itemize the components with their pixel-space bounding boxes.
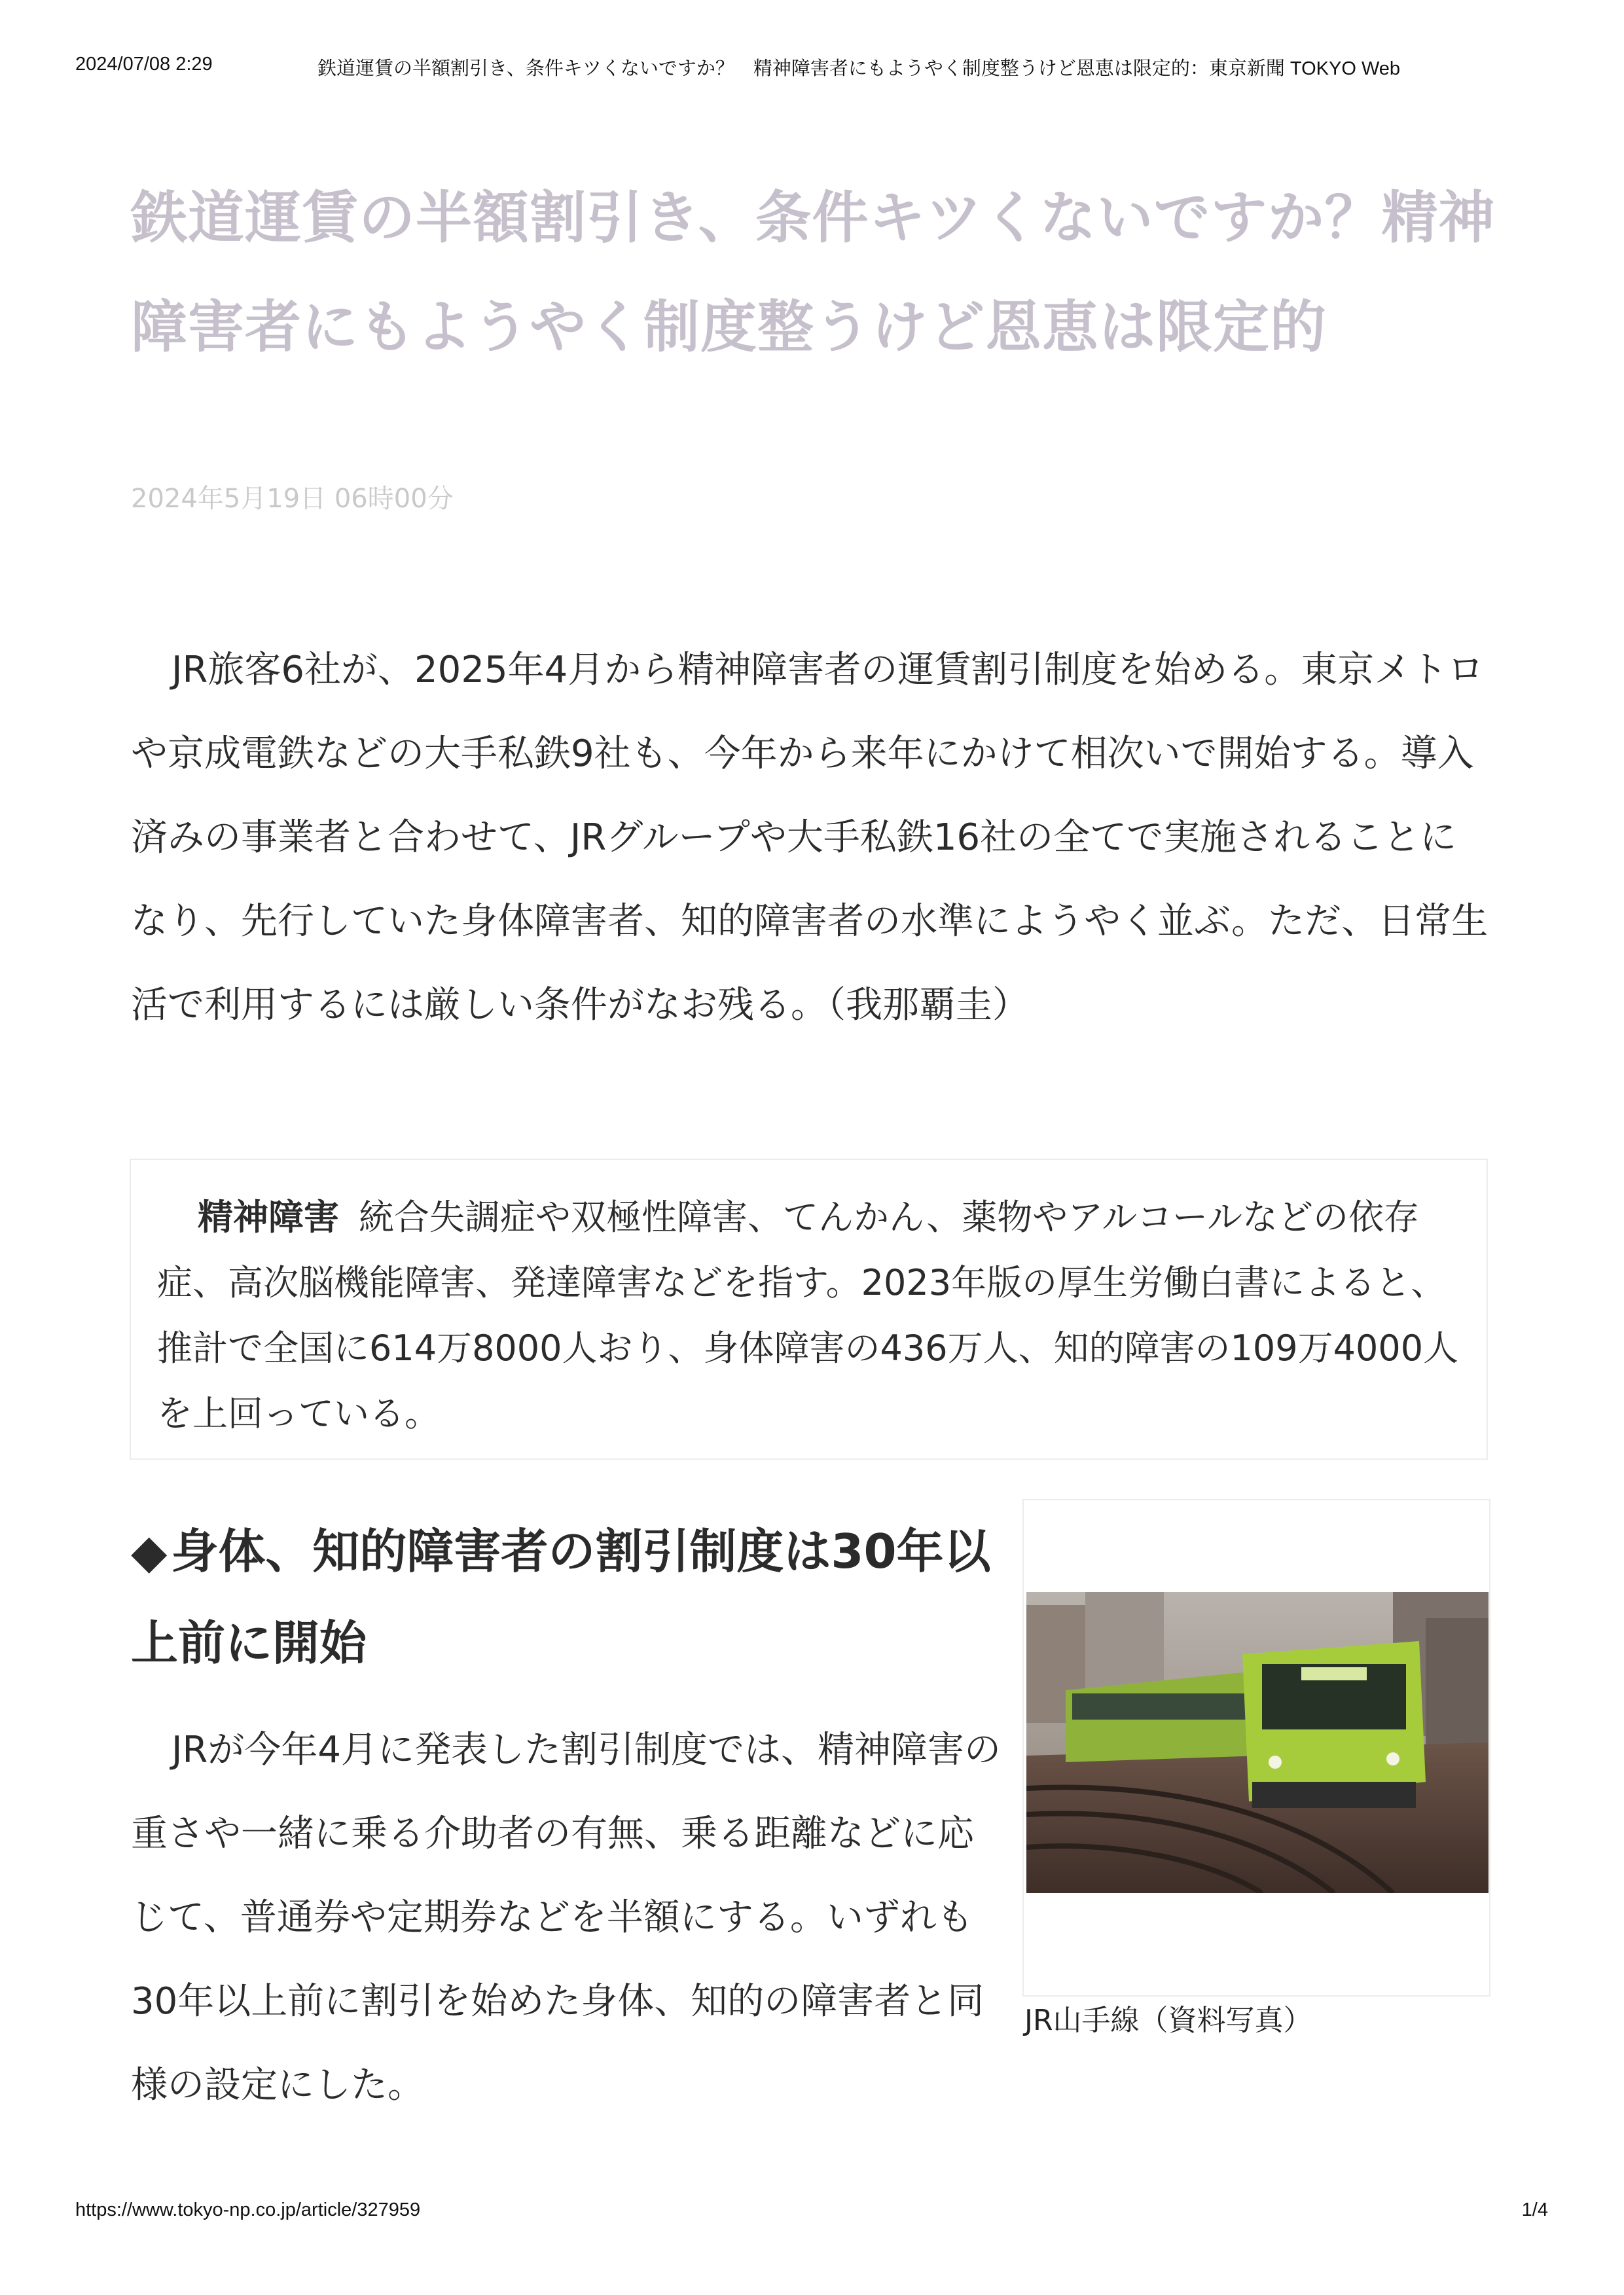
print-footer: [75, 2199, 1548, 2221]
train-photo: [1026, 1592, 1489, 1893]
building-right-2: [1426, 1618, 1489, 1756]
section-body: JRが今年4月に発表した割引制度では、精神障害の重さや一緒に乗る介助者の有無、乗る距離などに応じて、普通券や定期券などを半額にする。いずれも30年以上前に割引を始めた身体、知的の障害者と同様の設定にした。: [131, 1729, 1001, 2106]
print-header: [75, 54, 1548, 93]
print-document-title: 鉄道運賃の半額割引き、条件キツくないですか？ 精神障害者にもようやく制度整うけど恩恵は限定的：東京新聞 TOKYO Web: [317, 58, 1401, 79]
train-windows-rear: [1072, 1693, 1255, 1720]
article-headline: 鉄道運賃の半額割引き、条件キツくないですか？精神障害者にもようやく制度整うけど恩恵は限定的: [131, 185, 1496, 360]
published-date: 2024年5月19日 06時00分: [131, 484, 454, 514]
train-headlight-right: [1386, 1752, 1399, 1765]
glossary-definition: 統合失調症や双極性障害、てんかん、薬物やアルコールなどの依存症、高次脳機能障害、発達障害などを指す。2023年版の厚生労働白書によると、推計で全国に614万8000人おり、身体障害の436万人、知的障害の109万4000人を上回っている。: [157, 1197, 1459, 1434]
section-heading-text: 身体、知的障害者の割引制度は30年以上前に開始: [131, 1524, 991, 1671]
train-headlight-left: [1269, 1756, 1282, 1769]
photo-caption: JR山手線（資料写真）: [1024, 2004, 1312, 2037]
glossary-note: [130, 1159, 1488, 1460]
photo-figure: [1022, 1499, 1490, 1997]
train-skirt: [1252, 1782, 1416, 1808]
section-heading: [131, 1506, 1008, 1689]
diamond-bullet-icon: ◆: [131, 1524, 168, 1579]
print-datetime: 2024/07/08 2:29: [75, 54, 213, 75]
train-destination: [1301, 1667, 1367, 1680]
page-number: 1/4: [1521, 2199, 1548, 2220]
lead-paragraph: JR旅客6社が、2025年4月から精神障害者の運賃割引制度を始める。東京メトロや京成電鉄などの大手私鉄9社も、今年から来年にかけて相次いで開始する。導入済みの事業者と合わせて、JRグループや大手私鉄16社の全てで実施されることになり、先行していた身体障害者、知的障害者の水準にようやく並ぶ。ただ、日常生活で利用するには厳しい条件がなお残る。（我那覇圭）: [131, 649, 1489, 1026]
glossary-paragraph: [157, 1185, 1460, 1447]
glossary-term: 精神障害: [198, 1197, 339, 1238]
building-mid: [1085, 1592, 1164, 1690]
article-url: https://www.tokyo-np.co.jp/article/327959: [75, 2199, 421, 2220]
